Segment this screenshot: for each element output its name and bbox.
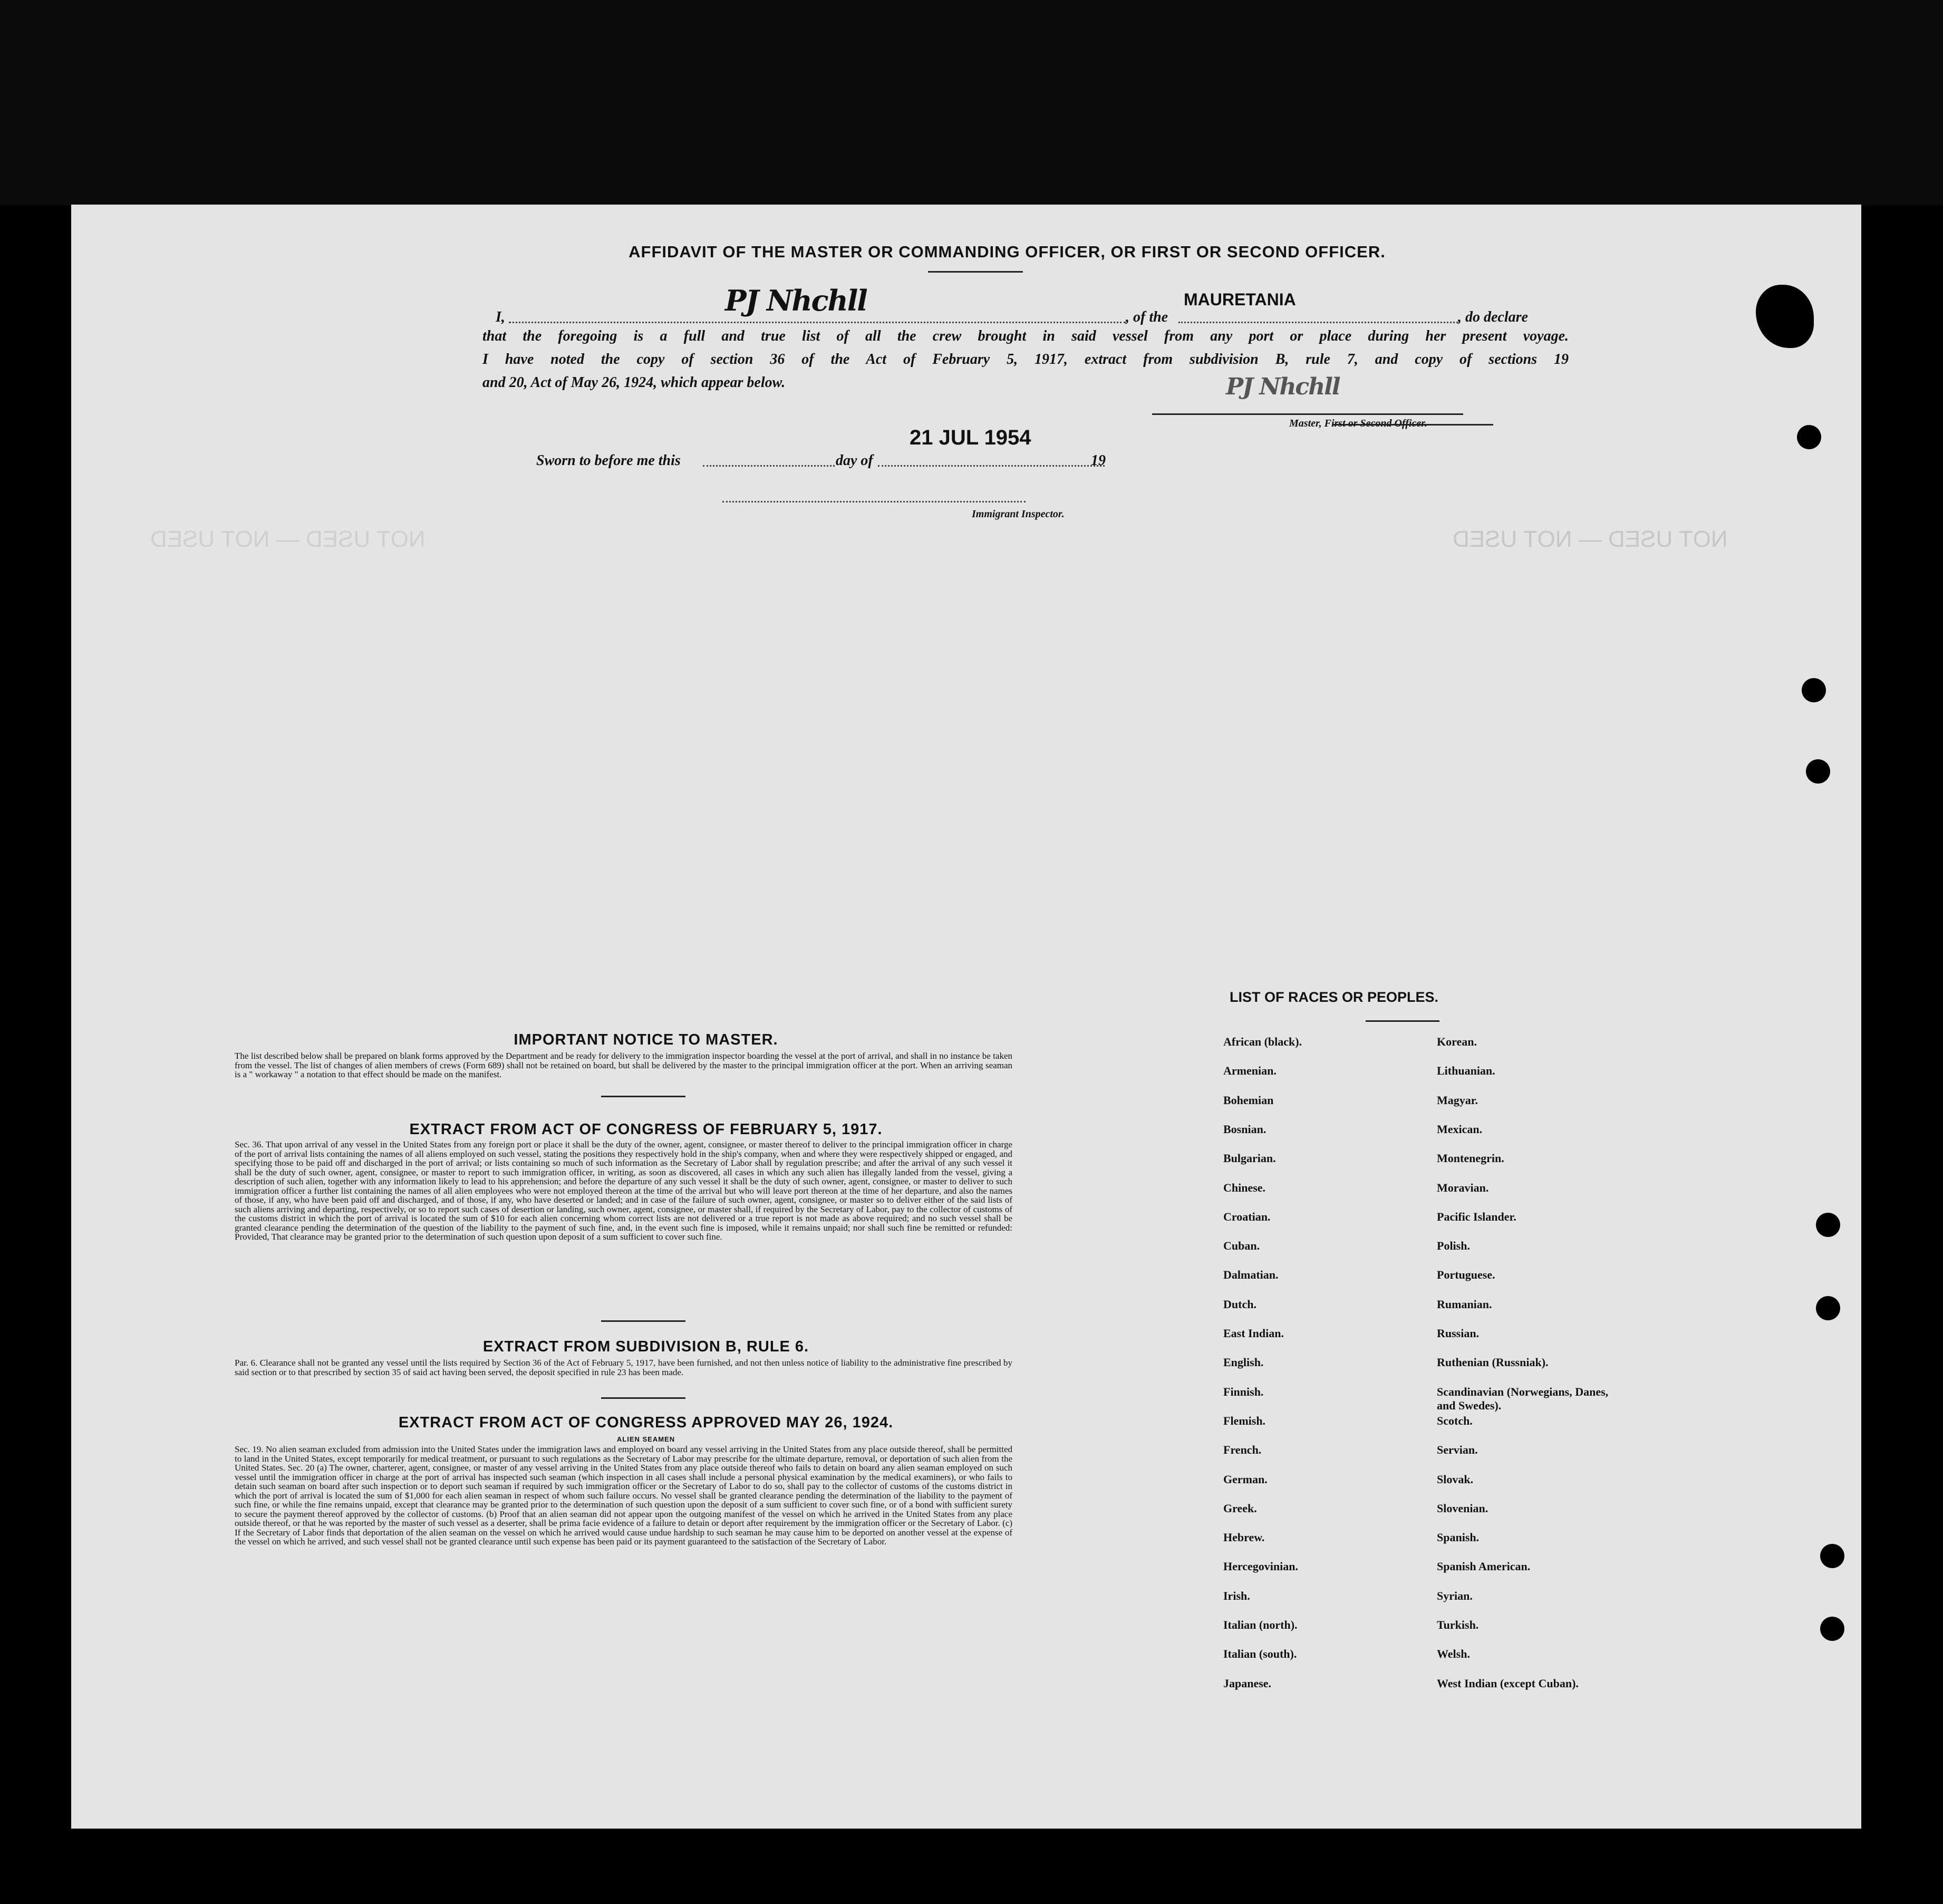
race-item-right: Polish. bbox=[1437, 1239, 1470, 1252]
notice-title: IMPORTANT NOTICE TO MASTER. bbox=[514, 1031, 778, 1048]
race-item-right: Portuguese. bbox=[1437, 1268, 1495, 1281]
races-title: LIST OF RACES OR PEOPLES. bbox=[1229, 989, 1439, 1005]
race-item-right: Pacific Islander. bbox=[1437, 1210, 1516, 1223]
date-stamp: 21 JUL 1954 bbox=[910, 426, 1031, 449]
sworn-label: Sworn to before me this bbox=[536, 452, 681, 469]
affidavit-title: AFFIDAVIT OF THE MASTER OR COMMANDING OFFICER, OR FIRST OR SECOND OFFICER. bbox=[629, 243, 1386, 261]
race-item-left: Hebrew. bbox=[1223, 1531, 1265, 1544]
race-item-right: Scotch. bbox=[1437, 1414, 1473, 1427]
race-item-right: Turkish. bbox=[1437, 1618, 1479, 1631]
bleed-through-mark: NOT USED — NOT USED bbox=[150, 526, 426, 552]
race-item-right: Spanish. bbox=[1437, 1531, 1480, 1544]
race-item-left: African (black). bbox=[1223, 1035, 1302, 1048]
year-prefix: 19 bbox=[1091, 452, 1106, 469]
scan-frame bbox=[0, 0, 1943, 206]
extract-1924-text: Sec. 19. No alien seaman excluded from admission into the United States under the immigration laws and employed on board any vessel arriving in the United States from any place outside thereof, shall be permitted to land in the United States, except temporarily for medical treatment, or pursuant to such regulations as the Secretary of Labor may prescribe for the ultimate departure, removal, or deportation of such alien from the United States. Sec. 20 (a) The owner, charterer, agent, consignee, or master of any vessel arriving in the United States from any place outside thereof who fails to detain on board any alien seaman employed on such vessel until the immigration officer in charge at the port of arrival has inspected such seaman (which inspection in all cases shall include a personal physical examination by the medical examiners), or who fails to detain such seaman on board after such inspection or to deport such seaman if required by such immigration officer or the Secretary of Labor to do so, shall pay to the collector of customs of the customs district in which the port of arrival is located the sum of $1,000 for each alien seaman in respect of whom such failure occurs. No vessel shall be granted clearance pending the determination of the liability to the payment of such fine, or while the fine remains unpaid, except that clearance may be granted prior to the determination of such question upon the deposit of a sum sufficient to cover such fine, or of a bond with sufficient surety to secure the payment thereof approved by the collector of customs. (b) Proof that an alien seaman did not appear upon the outgoing manifest of the vessel on which he arrived in the United States from any place outside thereof, or that he was reported by the master of such vessel as a deserter, shall be prima facie evidence of a failure to detain or deport after requirement by the immigration officer or the Secretary of Labor. (c) If the Secretary of Labor finds that deportation of the alien seaman on the vessel on which he arrived would cause undue hardship to such seaman he may cause him to be deported on another vessel at the expense of the vessel on which he arrived, and such vessel shall not be granted clearance until such expense has been paid or its payment guaranteed to the satisfaction of the Secretary of Labor. bbox=[235, 1444, 1012, 1547]
name-line bbox=[509, 322, 1126, 323]
of-the-label: , of the bbox=[1126, 309, 1168, 325]
race-item-right: Slovak. bbox=[1437, 1473, 1474, 1486]
section-rule bbox=[601, 1096, 685, 1097]
race-item-left: Bosnian. bbox=[1223, 1123, 1267, 1136]
punch-hole bbox=[1816, 1213, 1840, 1237]
race-item-right: Montenegrin. bbox=[1437, 1152, 1504, 1165]
race-item-left: Flemish. bbox=[1223, 1414, 1266, 1427]
race-item-left: Italian (north). bbox=[1223, 1618, 1298, 1631]
bleed-through-mark: NOT USED — NOT USED bbox=[1453, 526, 1728, 552]
race-item-right: Spanish American. bbox=[1437, 1560, 1531, 1573]
race-item-left: Chinese. bbox=[1223, 1181, 1266, 1194]
race-item-right: Slovenian. bbox=[1437, 1502, 1488, 1515]
race-item-right: Lithuanian. bbox=[1437, 1064, 1495, 1077]
do-declare-label: , do declare bbox=[1458, 309, 1528, 325]
race-item-right: Moravian. bbox=[1437, 1181, 1489, 1194]
race-item-left: Greek. bbox=[1223, 1502, 1257, 1515]
affidavit-body-line-2: I have noted the copy of section 36 of the Act of February 5, 1917, extract from subdivision B, rule 7, and copy of sections 19 bbox=[482, 351, 1569, 368]
race-item-left: Irish. bbox=[1223, 1589, 1250, 1602]
day-of-label: day of bbox=[836, 452, 873, 469]
punch-hole bbox=[1802, 678, 1826, 702]
race-item-right: West Indian (except Cuban). bbox=[1437, 1677, 1579, 1690]
section-rule bbox=[601, 1397, 685, 1399]
race-item-left: Bohemian bbox=[1223, 1094, 1274, 1107]
master-signature: PJ Nhchll bbox=[725, 284, 867, 317]
race-item-left: Japanese. bbox=[1223, 1677, 1272, 1690]
race-item-right: Welsh. bbox=[1437, 1647, 1470, 1660]
vessel-name: MAURETANIA bbox=[1184, 290, 1296, 309]
race-item-left: Croatian. bbox=[1223, 1210, 1271, 1223]
extract-1924-title: EXTRACT FROM ACT OF CONGRESS APPROVED MAY 26, 1924. bbox=[398, 1414, 894, 1431]
race-item-left: English. bbox=[1223, 1356, 1264, 1369]
sworn-day-line bbox=[703, 465, 835, 467]
race-item-left: East Indian. bbox=[1223, 1327, 1284, 1340]
extract-1917-text: Sec. 36. That upon arrival of any vessel in the United States from any foreign port or place it shall be the duty of the owner, agent, consignee, or master thereof to deliver to the principal immigration officer in charge of the port of arrival lists containing the names of all aliens employed on such vessel, stating the positions they respectively hold in the ship's company, when and where they were respectively shipped or engaged, and specifying those to be paid off and discharged in the port of arrival; or lists containing so much of such information as the Secretary of Labor shall by regulation prescribe; and after the arrival of any such vessel it shall be the duty of such owner, agent, consignee, or master to report to such immigration officer, in writing, as soon as discovered, all cases in which any such alien has illegally landed from the vessel, giving a description of such alien, together with any information likely to lead to his apprehension; and before the departure of any such vessel it shall be the duty of such owner, agent, consignee, or master to deliver to such immigration officer a further list containing the names of all alien employees who were not employed thereon at the time of the arrival but who will leave port thereon at the time of her departure, and also the names of those, if any, who have been paid off and discharged, and of those, if any, who have deserted or landed; and in case of the failure of such owner, agent, consignee, or master so to deliver either of the said lists of such aliens arriving and departing, respectively, or so to report such cases of desertion or landing, such owner, agent, consignee, or master shall, if required by the Secretary of Labor, pay to the collector of customs of the customs district in which the port of arrival is located the sum of $10 for each alien concerning whom correct lists are not delivered or a true report is not made as above required; and no such vessel shall be granted clearance pending the determination of the question of the liability to the payment of such fine, and, in the event such fine is imposed, while it remains unpaid; nor shall such fine be remitted or refunded: Provided, That clearance may be granted prior to the determination of such question upon deposit of a sum sufficient to cover such fine. bbox=[235, 1139, 1012, 1242]
document-sheet bbox=[71, 205, 1861, 1829]
punch-hole bbox=[1816, 1296, 1840, 1320]
punch-hole bbox=[1820, 1617, 1844, 1641]
extract-1924-subtitle: ALIEN SEAMEN bbox=[616, 1435, 675, 1443]
master-signature-line bbox=[1152, 413, 1463, 415]
affidavit-body-line-1: that the foregoing is a full and true list of all the crew brought in said vessel from any port or place during her present voyage. bbox=[482, 328, 1569, 344]
sworn-month-line bbox=[878, 465, 1105, 467]
punch-hole bbox=[1806, 759, 1830, 784]
race-item-right: Russian. bbox=[1437, 1327, 1480, 1340]
section-rule bbox=[601, 1320, 685, 1322]
race-item-left: Bulgarian. bbox=[1223, 1152, 1276, 1165]
race-item-right: Mexican. bbox=[1437, 1123, 1483, 1136]
race-item-left: Italian (south). bbox=[1223, 1647, 1297, 1660]
race-item-right: Syrian. bbox=[1437, 1589, 1473, 1602]
race-item-right: Magyar. bbox=[1437, 1094, 1478, 1107]
race-item-left: French. bbox=[1223, 1443, 1262, 1456]
race-item-left: German. bbox=[1223, 1473, 1268, 1486]
vessel-line bbox=[1178, 322, 1458, 323]
race-item-right: Ruthenian (Russniak). bbox=[1437, 1356, 1549, 1369]
strike-through bbox=[1332, 424, 1493, 426]
race-item-left: Finnish. bbox=[1223, 1385, 1264, 1398]
race-item-right: Servian. bbox=[1437, 1443, 1478, 1456]
race-item-left: Armenian. bbox=[1223, 1064, 1277, 1077]
master-signature-right: PJ Nhchll bbox=[1226, 373, 1340, 400]
race-item-right: Korean. bbox=[1437, 1035, 1477, 1048]
race-item-right: Rumanian. bbox=[1437, 1298, 1492, 1311]
race-item-left: Dutch. bbox=[1223, 1298, 1256, 1311]
extract-1917-title: EXTRACT FROM ACT OF CONGRESS OF FEBRUARY 5, 1917. bbox=[409, 1121, 883, 1138]
affidavit-body-line-3: and 20, Act of May 26, 1924, which appear below. bbox=[482, 374, 786, 391]
race-item-left: Dalmatian. bbox=[1223, 1268, 1279, 1281]
races-title-underline bbox=[1366, 1020, 1439, 1022]
extract-rule6-title: EXTRACT FROM SUBDIVISION B, RULE 6. bbox=[482, 1338, 809, 1355]
i-label: I, bbox=[496, 309, 505, 325]
extract-rule6-text: Par. 6. Clearance shall not be granted any vessel until the lists required by Section 36 of the Act of February 5, 1917, have been furnished, and not then unless notice of liability to the administrative fine prescribed by said section or to that prescribed by section 35 of said act having been served, the deposit specified in rule 23 has been made. bbox=[235, 1358, 1012, 1377]
punch-hole bbox=[1820, 1544, 1844, 1568]
punch-hole bbox=[1797, 425, 1821, 449]
race-item-left: Cuban. bbox=[1223, 1239, 1260, 1252]
master-caption: Master, First or Second Officer. bbox=[1289, 418, 1427, 429]
notice-text: The list described below shall be prepared on blank forms approved by the Department and be ready for delivery to the immigration inspector boarding the vessel at the port of arrival, and shall in no instance be taken from the vessel. The list of changes of alien members of crews (Form 689) shall not be retained on board, but shall be delivered by the master to the principal immigration officer at the port. When an arriving seaman is a " workaway " a notation to that effect should be made on the manifest. bbox=[235, 1051, 1012, 1079]
inspector-caption: Immigrant Inspector. bbox=[972, 508, 1065, 520]
race-item-left: Hercegovinian. bbox=[1223, 1560, 1298, 1573]
race-item-right: Scandinavian (Norwegians, Danes, and Swedes). bbox=[1437, 1385, 1609, 1412]
title-underline bbox=[928, 271, 1023, 273]
inspector-line bbox=[722, 501, 1026, 502]
